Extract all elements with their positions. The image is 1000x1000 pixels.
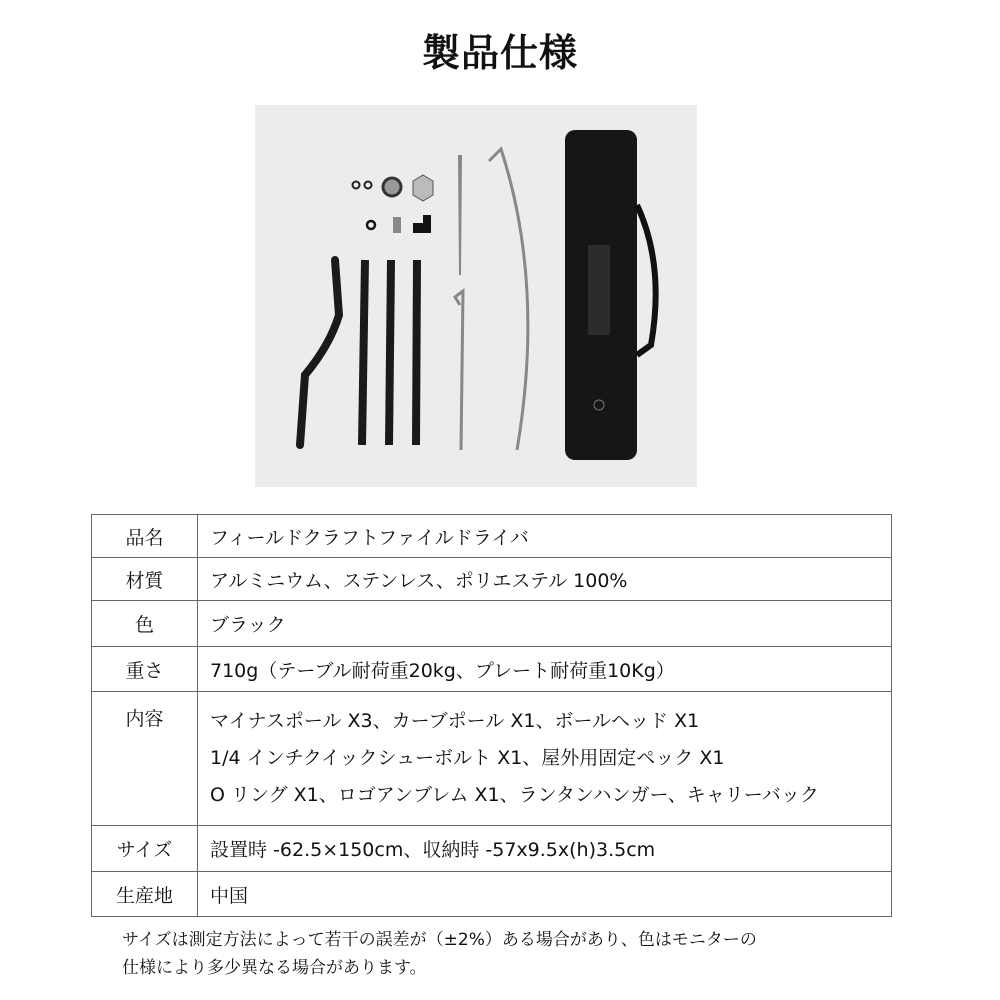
curve-pole bbox=[300, 260, 339, 445]
spec-row-color bbox=[92, 601, 892, 647]
spec-row-material bbox=[92, 558, 892, 601]
o-ring-icon bbox=[353, 182, 360, 189]
spec-value: 中国 bbox=[198, 872, 892, 917]
stake bbox=[458, 155, 462, 275]
spec-label: 品名 bbox=[92, 515, 198, 558]
spec-label: 生産地 bbox=[92, 872, 198, 917]
spec-value: 710g（テーブル耐荷重20kg、プレート耐荷重10Kg） bbox=[198, 647, 892, 692]
spec-label: 内容 bbox=[92, 692, 198, 826]
spec-row-contents bbox=[92, 692, 892, 826]
contents-line: マイナスポール X3、カーブポール X1、ボールヘッド X1 bbox=[210, 710, 700, 732]
spec-label: 材質 bbox=[92, 558, 198, 601]
spec-value: ブラック bbox=[198, 601, 892, 647]
spec-row-size bbox=[92, 826, 892, 872]
spec-row-name bbox=[92, 515, 892, 558]
contents-line: 1/4 インチクイックシューボルト X1、屋外用固定ペック X1 bbox=[210, 747, 725, 769]
spec-label: 色 bbox=[92, 601, 198, 647]
disclaimer-note bbox=[122, 926, 757, 982]
ring-part bbox=[383, 178, 401, 196]
ball-head-part bbox=[413, 215, 431, 233]
emblem-part bbox=[413, 175, 433, 201]
spec-table bbox=[91, 514, 892, 917]
product-photo bbox=[255, 105, 697, 487]
page-title: 製品仕様 bbox=[421, 31, 578, 75]
spec-row-weight bbox=[92, 647, 892, 692]
spec-label: サイズ bbox=[92, 826, 198, 872]
lantern-hanger bbox=[489, 149, 528, 450]
spec-value: 設置時 -62.5×150cm、収納時 -57x9.5x(h)3.5cm bbox=[198, 826, 892, 872]
spec-label: 重さ bbox=[92, 647, 198, 692]
note-line: サイズは測定方法によって若干の誤差が（±2%）ある場合があり、色はモニターの bbox=[122, 930, 757, 950]
spec-value bbox=[198, 692, 892, 826]
note-line: 仕様により多少異なる場合があります。 bbox=[122, 958, 427, 978]
spec-value: フィールドクラフトファイルドライバ bbox=[198, 515, 892, 558]
spec-value: アルミニウム、ステンレス、ポリエステル 100% bbox=[198, 558, 892, 601]
spec-row-origin bbox=[92, 872, 892, 917]
contents-line: O リング X1、ロゴアンブレム X1、ランタンハンガー、キャリーバック bbox=[210, 784, 819, 806]
